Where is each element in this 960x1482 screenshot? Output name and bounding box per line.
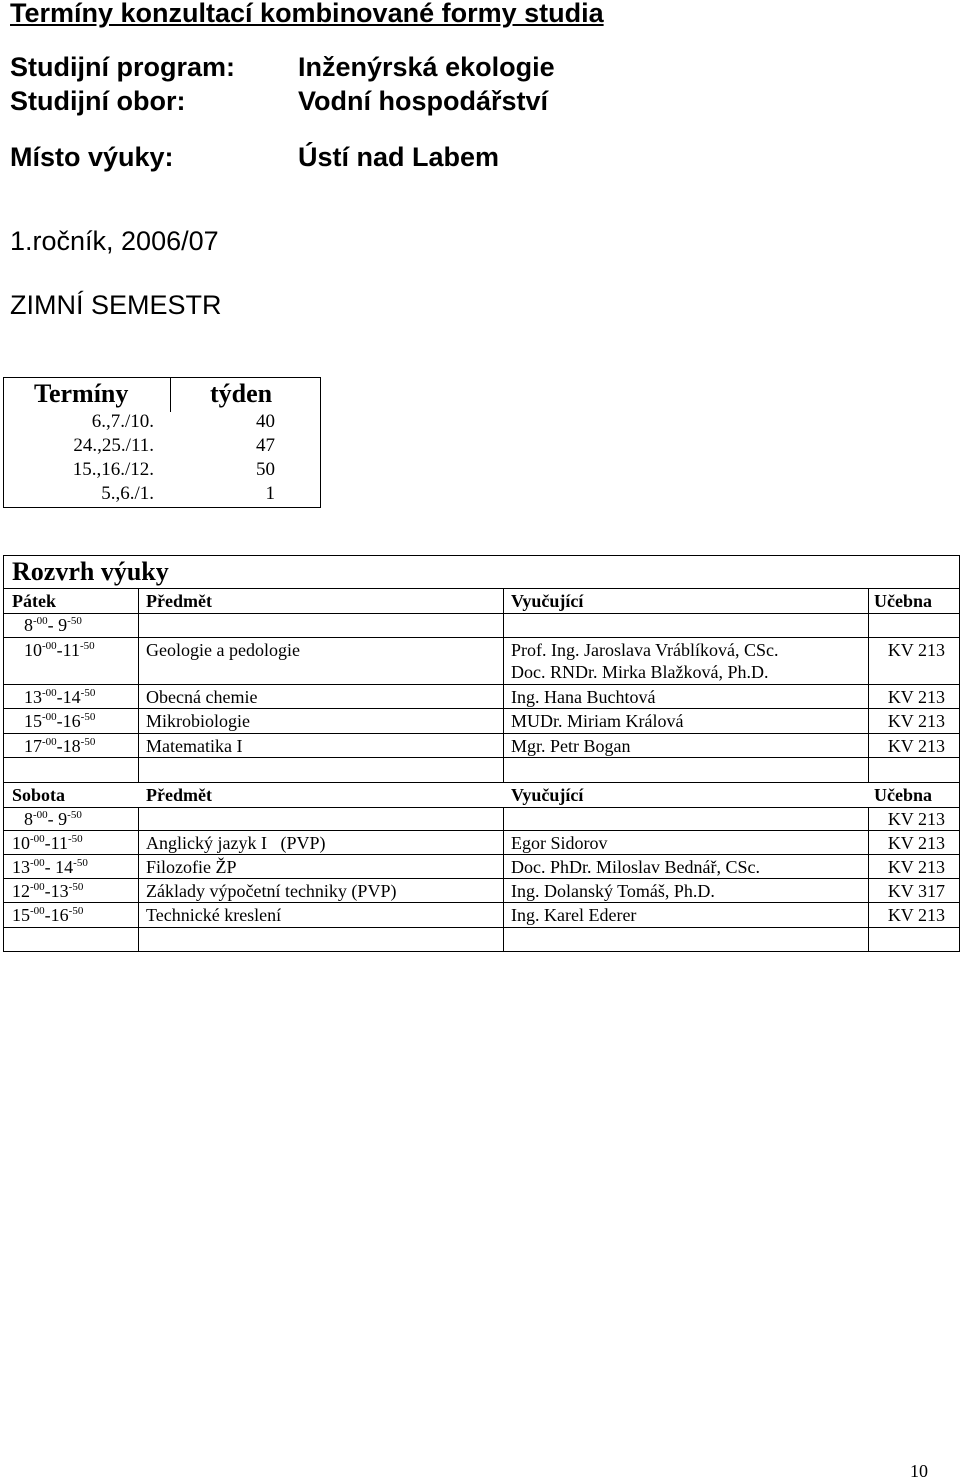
teacher-cell: Ing. Karel Ederer <box>511 905 637 925</box>
room-cell: KV 213 <box>887 809 945 829</box>
term-week: 40 <box>256 411 275 432</box>
teacher-cell: Egor Sidorov <box>511 833 608 853</box>
obor-label: Studijní obor: <box>10 86 186 116</box>
term-date: 24.,25./11. <box>73 435 154 456</box>
grid-line <box>503 807 504 952</box>
terms-header-week: týden <box>210 379 273 408</box>
friday-subject-header: Předmět <box>146 591 212 611</box>
room-cell: KV 213 <box>887 833 945 853</box>
grid-line <box>4 878 959 879</box>
saturday-room-header: Učebna <box>874 785 932 805</box>
misto-label: Místo výuky: <box>10 142 174 172</box>
grid-line <box>4 807 959 808</box>
terms-divider <box>170 378 171 412</box>
grid-line <box>4 757 959 758</box>
time-slot: $15^{-00}-16^{-50}$ <box>12 905 84 925</box>
terms-row <box>4 411 320 435</box>
time-slot: $13^{-00}-$ $14^{-50}$ <box>12 857 88 877</box>
schedule-title: Rozvrh výuky <box>12 557 169 586</box>
subject-cell: Obecná chemie <box>146 687 258 707</box>
program-label: Studijní program: <box>10 52 235 82</box>
term-date: 15.,16./12. <box>72 459 154 480</box>
grid-line <box>4 613 959 614</box>
term-date: 5.,6./1. <box>101 483 154 504</box>
time-slot: $17^{-00}-18^{-50}$ <box>24 736 96 756</box>
teacher-cell: Doc. PhDr. Miloslav Bednář, CSc. <box>511 857 760 877</box>
grid-line <box>4 684 959 685</box>
subject-cell: Geologie a pedologie <box>146 640 300 660</box>
time-slot: $10^{-00}-11^{-50}$ <box>12 833 83 853</box>
time-slot: $13^{-00}-14^{-50}$ <box>24 687 96 707</box>
semester-line: ZIMNÍ SEMESTR <box>10 290 222 320</box>
terms-row <box>4 459 320 483</box>
schedule-table <box>3 555 960 952</box>
grid-line <box>138 807 139 952</box>
room-cell: KV 213 <box>887 711 945 731</box>
term-date: 6.,7./10. <box>91 411 154 432</box>
terms-row <box>4 435 320 459</box>
grid-line <box>868 588 869 782</box>
teacher-cell: Prof. Ing. Jaroslava Vráblíková, CSc. <box>511 640 779 660</box>
program-value: Inženýrská ekologie <box>298 52 555 82</box>
time-slot: $15^{-00}-16^{-50}$ <box>24 711 96 731</box>
room-cell: KV 213 <box>887 640 945 660</box>
year-line: 1.ročník, 2006/07 <box>10 226 219 256</box>
subject-cell: Filozofie ŽP <box>146 857 237 877</box>
term-week: 1 <box>265 483 275 504</box>
time-slot: $8^{-00}-$ $9^{-50}$ <box>24 615 82 635</box>
friday-teacher-header: Vyučující <box>511 591 584 611</box>
grid-line <box>4 902 959 903</box>
grid-line <box>4 637 959 638</box>
friday-day-header: Pátek <box>12 591 56 611</box>
grid-line <box>4 782 959 783</box>
grid-line <box>4 708 959 709</box>
time-slot: $8^{-00}-$ $9^{-50}$ <box>24 809 82 829</box>
saturday-day-header: Sobota <box>12 785 66 805</box>
grid-line <box>138 588 139 782</box>
terms-header-dates: Termíny <box>34 379 129 408</box>
subject-cell: Základy výpočetní techniky (PVP) <box>146 881 397 901</box>
grid-line <box>4 927 959 928</box>
misto-value: Ústí nad Labem <box>298 142 500 172</box>
teacher-cell-second: Doc. RNDr. Mirka Blažková, Ph.D. <box>511 662 769 682</box>
teacher-cell: Mgr. Petr Bogan <box>511 736 631 756</box>
term-week: 47 <box>256 435 275 456</box>
room-cell: KV 317 <box>887 881 945 901</box>
room-cell: KV 213 <box>887 736 945 756</box>
obor-value: Vodní hospodářství <box>298 86 549 116</box>
grid-line <box>4 733 959 734</box>
time-slot: $12^{-00}-13^{-50}$ <box>12 881 84 901</box>
subject-cell: Technické kreslení <box>146 905 282 925</box>
subject-cell: Anglický jazyk I (PVP) <box>146 833 326 853</box>
terms-row <box>4 483 320 507</box>
room-cell: KV 213 <box>887 687 945 707</box>
grid-line <box>4 588 959 589</box>
grid-line <box>868 807 869 952</box>
term-week: 50 <box>256 459 275 480</box>
grid-line <box>4 854 959 855</box>
page-number: 10 <box>910 1461 928 1481</box>
teacher-cell: MUDr. Miriam Králová <box>511 711 684 731</box>
subject-cell: Matematika I <box>146 736 243 756</box>
grid-line <box>4 830 959 831</box>
subject-cell: Mikrobiologie <box>146 711 250 731</box>
terms-table <box>3 377 321 508</box>
teacher-cell: Ing. Hana Buchtová <box>511 687 656 707</box>
friday-room-header: Učebna <box>874 591 932 611</box>
document-title: Termíny konzultací kombinované formy studia <box>10 0 604 28</box>
time-slot: $10^{-00}-11^{-50}$ <box>24 640 95 660</box>
room-cell: KV 213 <box>887 905 945 925</box>
saturday-subject-header: Předmět <box>146 785 212 805</box>
room-cell: KV 213 <box>887 857 945 877</box>
teacher-cell: Ing. Dolanský Tomáš, Ph.D. <box>511 881 715 901</box>
saturday-teacher-header: Vyučující <box>511 785 584 805</box>
grid-line <box>503 588 504 782</box>
